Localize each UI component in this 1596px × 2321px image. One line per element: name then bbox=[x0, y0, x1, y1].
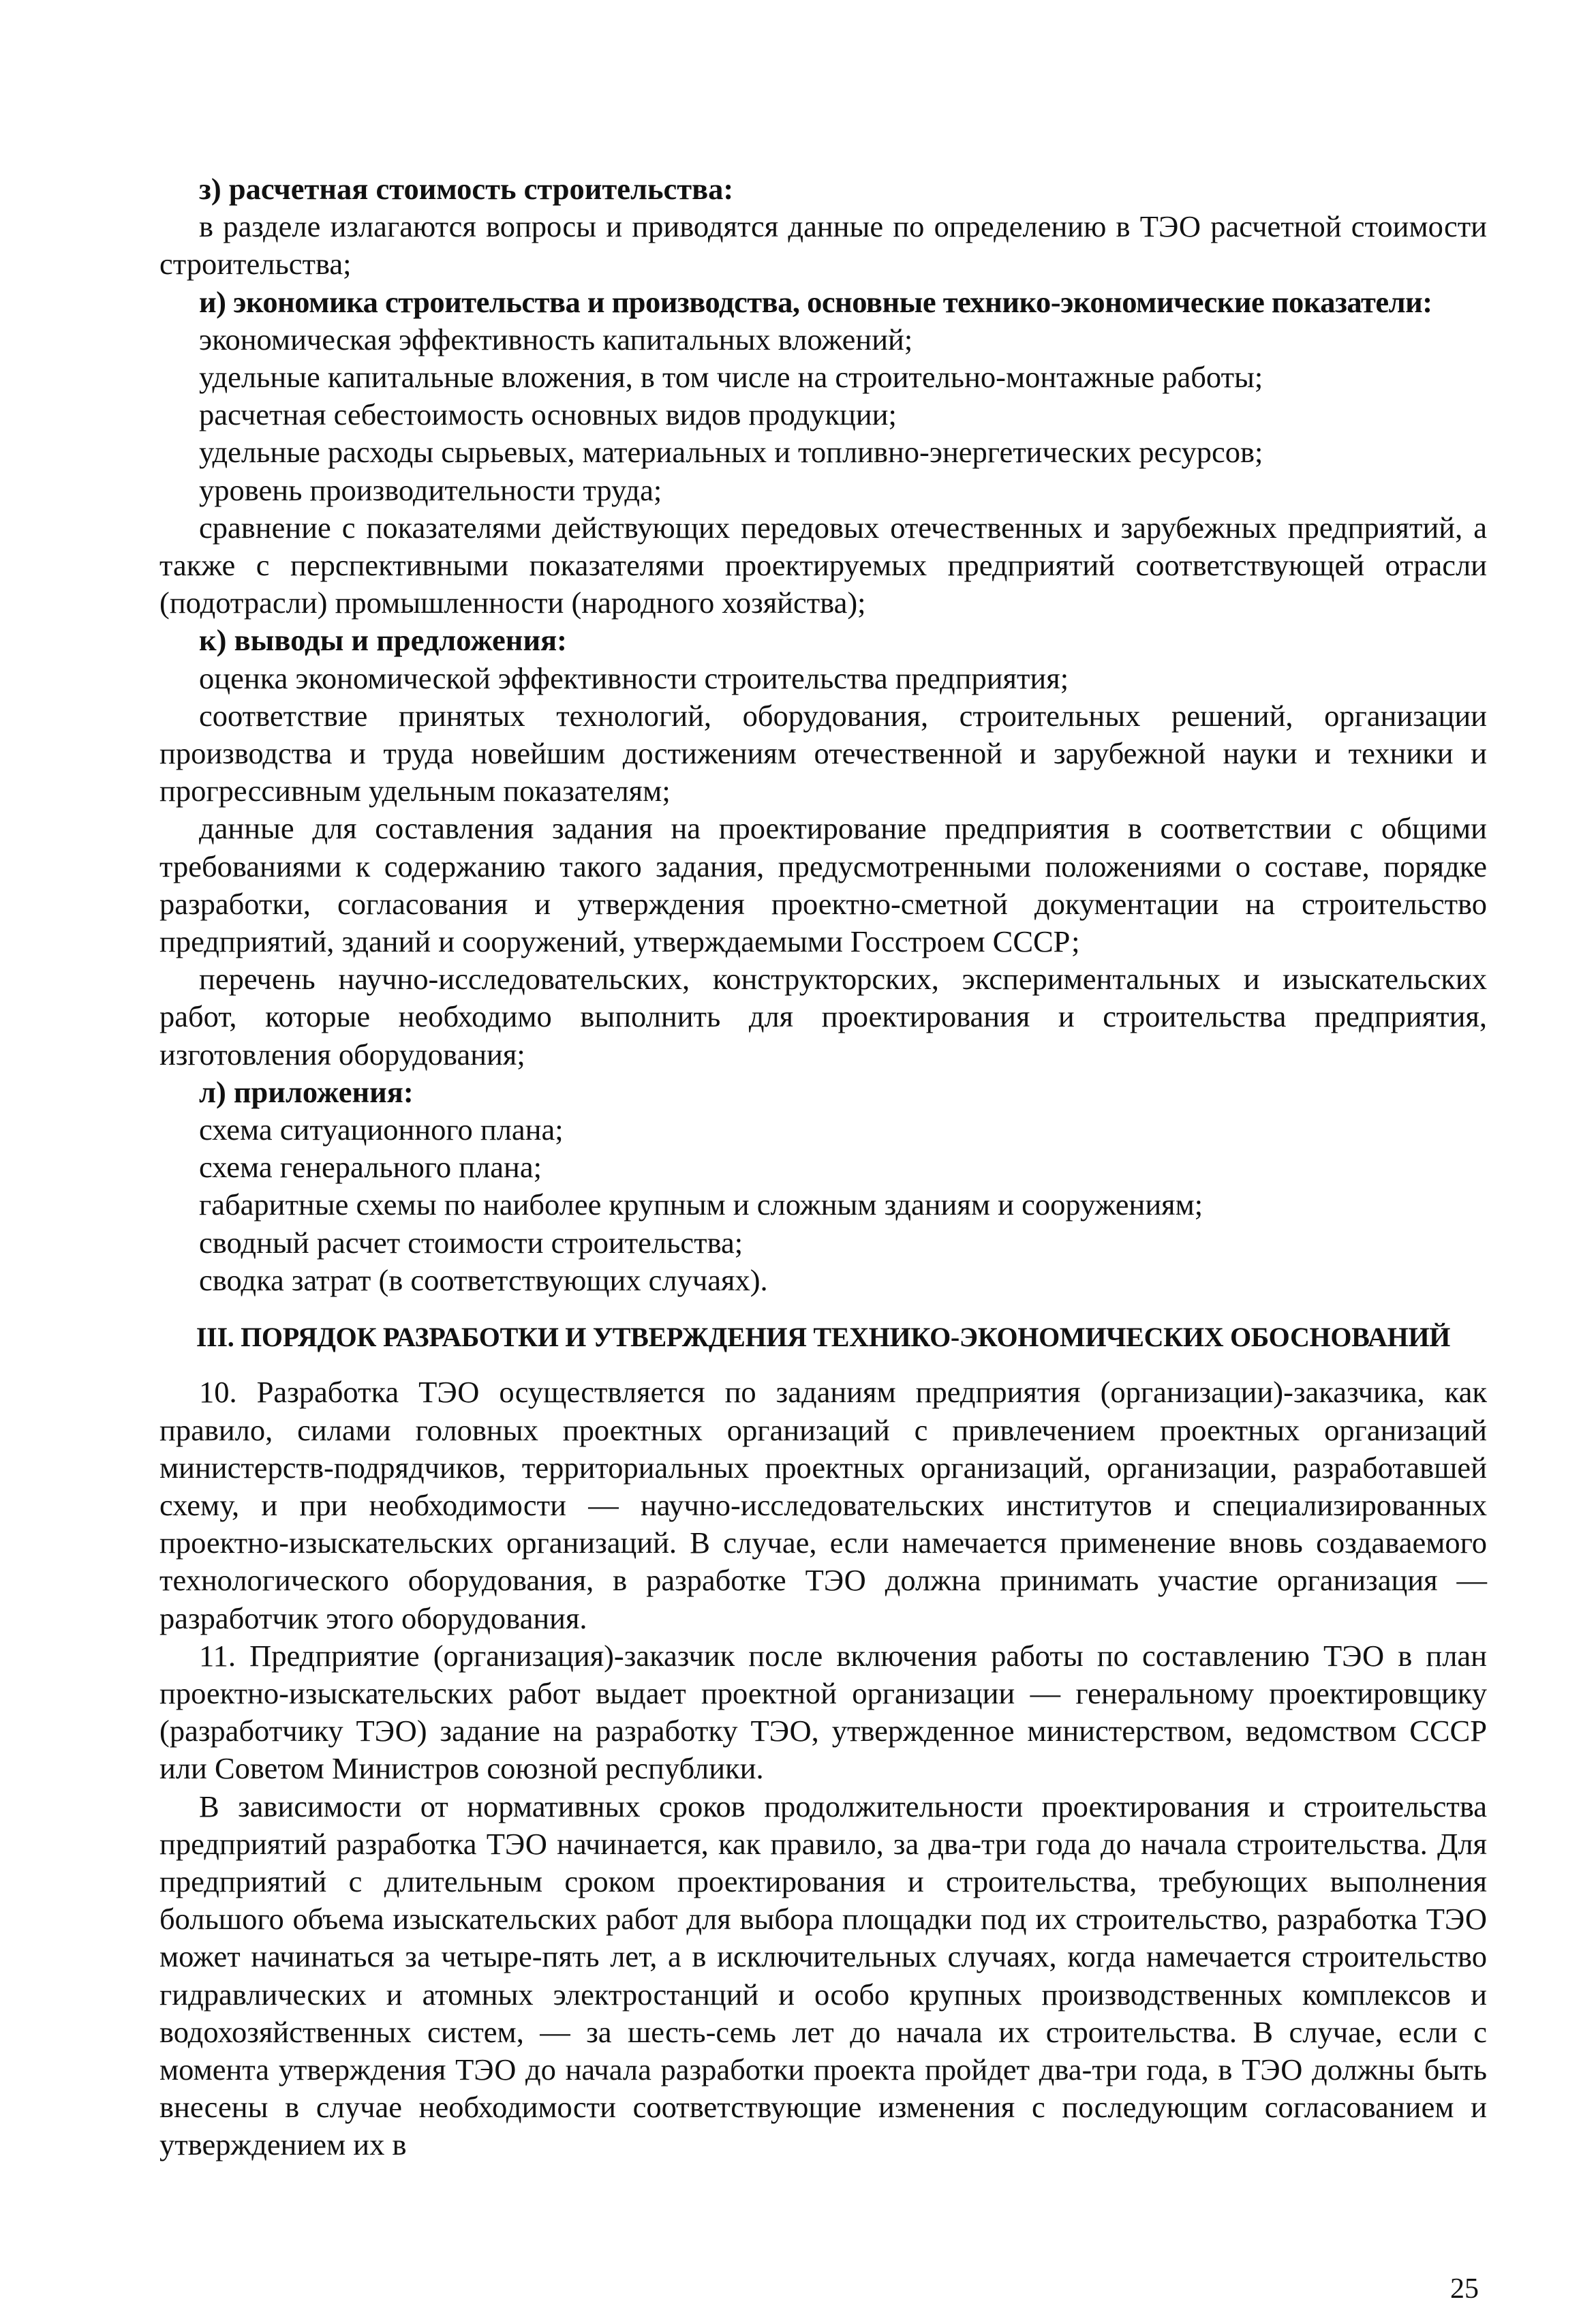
paragraph-10: 10. Разработка ТЭО осуществляется по заданиям предприятия (организации)-заказчика, как правило, силами головных проектных организаций с привлечением проектных организаций министерств-подрядчиков, территориальных проектных организаций, организации, разработавшей схему, и при необходимости — научно-исследовательских институтов и специализированных проектно-изыскательских организаций. В случае, если намечается применение вновь создаваемого технологического оборудования, в разработке ТЭО должна принимать участие организация — разработчик этого оборудования. bbox=[159, 1375, 1487, 1635]
list-item: сводка затрат (в соответствующих случаях). bbox=[199, 1262, 768, 1297]
list-item: схема генерального плана; bbox=[199, 1150, 542, 1185]
list-item: габаритные схемы по наиболее крупным и сложным зданиям и сооружениям; bbox=[199, 1187, 1203, 1222]
paragraph-11: 11. Предприятие (организация)-заказчик после включения работы по составлению ТЭО в план проектно-изыскательских работ выдает проектной организации — генеральному проектировщику (разработчику ТЭО) задание на разработку ТЭО, утвержденное министерством, ведомством СССР или Советом Министров союзной республики. bbox=[159, 1638, 1487, 1786]
section-l-heading: л) приложения: bbox=[199, 1074, 414, 1109]
page-number: 25 bbox=[1450, 2273, 1479, 2305]
list-item: экономическая эффективность капитальных вложений; bbox=[199, 322, 913, 357]
page-body bbox=[159, 170, 1487, 2164]
list-item: расчетная себестоимость основных видов продукции; bbox=[199, 397, 897, 432]
list-item: уровень производительности труда; bbox=[199, 472, 662, 507]
section-i-heading: и) экономика строительства и производства, основные технико-экономические показатели: bbox=[199, 284, 1432, 319]
list-item: перечень научно-исследовательских, конструкторских, экспериментальных и изыскательских работ, которые необходимо выполнить для проектирования и строительства предприятия, изготовления оборудования; bbox=[159, 962, 1487, 1072]
list-item: удельные расходы сырьевых, материальных и топливно-энергетических ресурсов; bbox=[199, 435, 1263, 470]
section-3-title: III. ПОРЯДОК РАЗРАБОТКИ И УТВЕРЖДЕНИЯ ТЕХНИКО-ЭКОНОМИЧЕСКИХ ОБОСНОВАНИЙ bbox=[196, 1322, 1451, 1353]
list-item: данные для составления задания на проектирование предприятия в соответствии с общими требованиями к содержанию такого задания, предусмотренными положениями о составе, порядке разработки, согласования и утверждения проектно-сметной документации на строительство предприятий, зданий и сооружений, утверждаемыми Госстроем СССР; bbox=[159, 811, 1487, 959]
section-z-text: в разделе излагаются вопросы и приводятся данные по определению в ТЭО расчетной стоимости строительства; bbox=[159, 209, 1487, 282]
list-item: соответствие принятых технологий, оборудования, строительных решений, организации производства и труда новейшим достижениям отечественной и зарубежной науки и техники и прогрессивным удельным показателям; bbox=[159, 698, 1487, 808]
section-z-heading: з) расчетная стоимость строительства: bbox=[199, 172, 734, 206]
paragraph-terms: В зависимости от нормативных сроков продолжительности проектирования и строительства предприятий разработка ТЭО начинается, как правило, за два-три года до начала строительства. Для предприятий с длительным сроком проектирования и строительства, требующих выполнения большого объема изыскательских работ для выбора площадки под их строительство, разработка ТЭО может начинаться за четыре-пять лет, а в исключительных случаях, когда намечается строительство гидравлических и атомных электростанций и особо крупных производственных комплексов и водохозяйственных систем, — за шесть-семь лет до начала их строительства. В случае, если с момента утверждения ТЭО до начала разработки проекта пройдет два-три года, в ТЭО должны быть внесены в случае необходимости соответствующие изменения с последующим согласованием и утверждением их в bbox=[159, 1789, 1487, 2162]
list-item: оценка экономической эффективности строительства предприятия; bbox=[199, 661, 1069, 695]
list-item: схема ситуационного плана; bbox=[199, 1112, 564, 1147]
list-item: сравнение с показателями действующих передовых отечественных и зарубежных предприятий, а также с перспективными показателями проектируемых предприятий соответствующей отрасли (подотрасли) промышленности (народного хозяйства); bbox=[159, 510, 1487, 620]
list-item: удельные капитальные вложения, в том числе на строительно-монтажные работы; bbox=[199, 360, 1263, 395]
section-k-heading: к) выводы и предложения: bbox=[199, 623, 567, 658]
list-item: сводный расчет стоимости строительства; bbox=[199, 1225, 743, 1260]
